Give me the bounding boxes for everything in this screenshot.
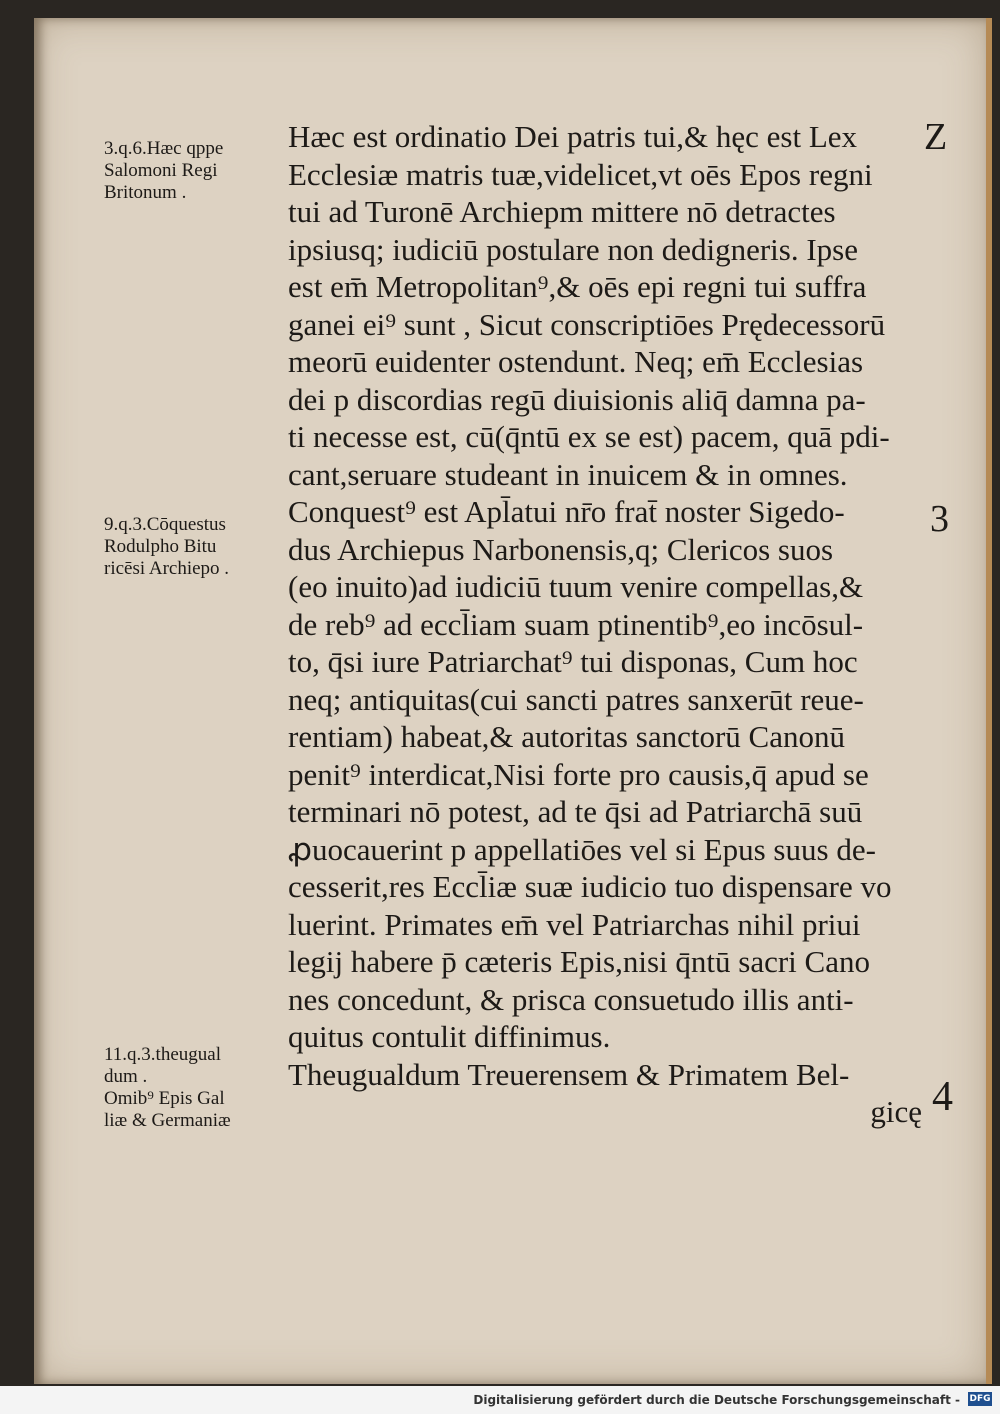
text-line: meorū euidenter ostendunt. Neq; em̄ Ecclesias <box>288 344 864 379</box>
section-number: 4 <box>932 1074 953 1120</box>
main-text-block <box>288 118 928 1131</box>
text-line: legij habere p̄ cæteris Epis,nisi q̄ntū sacri Cano <box>288 944 870 979</box>
marginal-note-3 <box>104 1044 294 1132</box>
text-line: rentiam) habeat,& autoritas sanctorū Canonū <box>288 719 845 754</box>
funding-notice: Digitalisierung gefördert durch die Deutsche Forschungsgemeinschaft - <box>473 1393 960 1407</box>
text-line: est em̄ Metropolitan⁹,& oēs epi regni tui suffra <box>288 269 867 304</box>
text-line: ipsiusq; iudiciū postulare non dedigneris. Ipse <box>288 231 858 267</box>
footer-bar <box>0 1386 1000 1414</box>
text-line: luerint. Primates em̄ vel Patriarchas nihil priui <box>288 906 861 942</box>
text-line: nes concedunt, & prisca consuetudo illis anti- <box>288 981 854 1017</box>
marginal-note-line: 9.q.3.Cōquestus <box>104 514 226 535</box>
text-line: Conquest⁹ est Apl̄atui nr̄o frat̄ noster Sigedo- <box>288 494 845 529</box>
marginal-note-line: dum . <box>104 1066 148 1087</box>
text-line: Hæc est ordinatio Dei patris tui,& hęc est Lex <box>288 119 858 154</box>
text-line: (eo inuito)ad iudiciū tuum venire compellas,& <box>288 569 864 604</box>
text-line: quitus contulit diffinimus. <box>288 1019 611 1054</box>
dfg-logo-icon: DFG <box>969 1394 991 1404</box>
text-line: cesserit,res Eccl̄iæ suæ iudicio tuo dispensare vo <box>288 869 892 904</box>
text-line: neq; antiquitas(cui sancti patres sanxerūt reue- <box>288 681 864 717</box>
marginal-note-line: 3.q.6.Hæc qppe <box>104 138 224 159</box>
text-line: cant,seruare studeant in inuicem & in omnes. <box>288 456 848 492</box>
text-line: ganei ei⁹ sunt , Sicut conscriptiōes Prędecessorū <box>288 306 886 342</box>
marginal-note-line: Rodulpho Bitu <box>104 536 217 557</box>
text-line: ti necesse est, cū(q̄ntū ex se est) pacem, quā pdi- <box>288 419 890 454</box>
marginal-note-line: 11.q.3.theugual <box>104 1044 221 1065</box>
catchword: gicę <box>870 1094 922 1129</box>
text-line: to, q̄si iure Patriarchat⁹ tui disponas, Cum hoc <box>288 644 858 679</box>
text-line: dei p discordias regū diuisionis aliq̄ damna pa- <box>288 381 866 417</box>
section-number: 3 <box>930 498 949 540</box>
section-number: Z <box>924 116 948 158</box>
text-line: ꝓuocauerint p appellatiōes vel si Epus suus de- <box>288 831 876 867</box>
text-line: terminari nō potest, ad te q̄si ad Patriarchā suū <box>288 794 863 829</box>
text-line: Theugualdum Treuerensem & Primatem Bel- <box>288 1056 850 1092</box>
text-line: tui ad Turonē Archiepm mittere nō detractes <box>288 194 836 229</box>
marginal-note-line: ricēsi Archiepo . <box>104 558 230 579</box>
marginal-note-line: Salomoni Regi <box>104 160 218 181</box>
marginal-note-1 <box>104 138 294 204</box>
text-line: de reb⁹ ad eccl̄iam suam ptinentib⁹,eo incōsul- <box>288 606 864 642</box>
text-line: penit⁹ interdicat,Nisi forte pro causis,q̄ apud se <box>288 756 869 792</box>
marginal-note-line: liæ & Germaniæ <box>104 1110 231 1131</box>
text-line: dus Archiepus Narbonensis,q; Clericos suos <box>288 531 834 567</box>
marginal-note-line: Britonum . <box>104 182 187 203</box>
text-line: Ecclesiæ matris tuæ,videlicet,vt oēs Epos regni <box>288 156 873 192</box>
marginal-note-2 <box>104 514 294 580</box>
marginal-note-line: Omib⁹ Epis Gal <box>104 1088 225 1109</box>
